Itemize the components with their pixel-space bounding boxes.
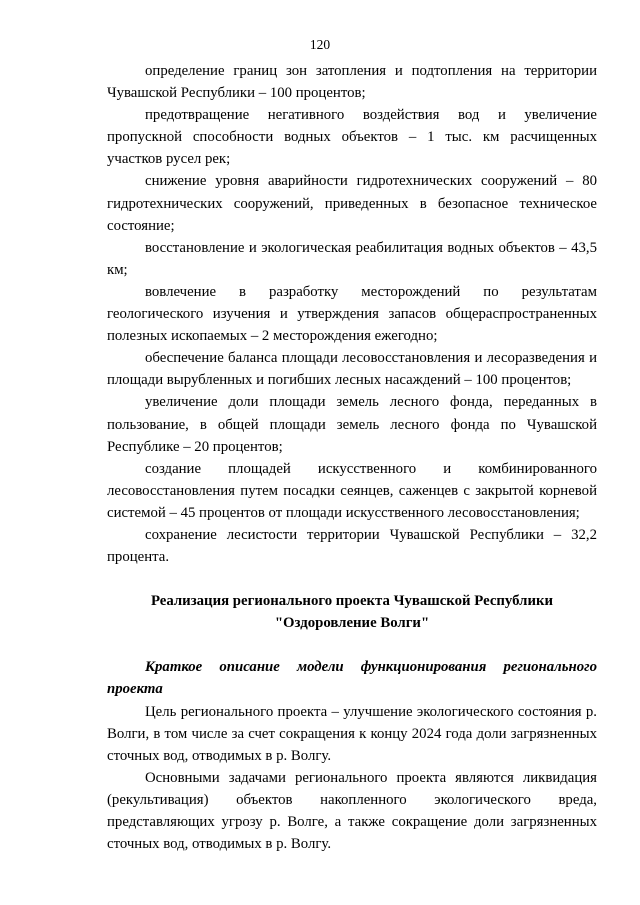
list-item: создание площадей искусственного и комбинированного лесовосстановления путем посадки сеянцев, саженцев с закрытой корневой системой – 45 процентов от площади искусственного лесовосстановления;	[107, 460, 597, 521]
subsection-heading: Краткое описание модели функционирования регионального проекта	[107, 659, 597, 698]
page-content	[107, 60, 597, 855]
list-item: увеличение доли площади земель лесного фонда, переданных в пользование, в общей площади земель лесного фонда по Чувашской Республике – 20 процентов;	[107, 394, 597, 455]
page-number: 120	[309, 37, 331, 52]
list-item: обеспечение баланса площади лесовосстановления и лесоразведения и площади вырубленных и погибших лесных насаждений – 100 процентов;	[107, 350, 597, 389]
list-item: вовлечение в разработку месторождений по результатам геологического изучения и утверждения запасов общераспространенных полезных ископаемых – 2 месторождения ежегодно;	[107, 283, 597, 345]
list-item: сохранение лесистости территории Чувашской Республики – 32,2 процента.	[107, 526, 597, 566]
list-item: восстановление и экологическая реабилитация водных объектов – 43,5 км;	[107, 239, 597, 278]
section-heading-line-1: Реализация регионального проекта Чувашской Республики	[150, 593, 554, 610]
list-item: определение границ зон затопления и подтопления на территории Чувашской Республики – 100 процентов;	[107, 63, 597, 102]
list-item: предотвращение негативного воздействия вод и увеличение пропускной способности водных объектов – 1 тыс. км расчищенных участков русел рек;	[107, 107, 597, 168]
section-heading	[107, 568, 597, 634]
body-paragraph: Цель регионального проекта – улучшение экологического состояния р. Волги, в том числе за счет сокращения к концу 2024 года доли загрязненных сточных вод, отводимых в р. Волгу.	[107, 703, 597, 764]
list-item: снижение уровня аварийности гидротехнических сооружений – 80 гидротехнических сооружений, приведенных в безопасное техническое состояние;	[107, 173, 597, 234]
section-heading-line-2: "Оздоровление Волги"	[274, 615, 430, 632]
body-paragraph: Основными задачами регионального проекта являются ликвидация (рекультивация) объектов накопленного экологического вреда, представляющих угрозу р. Волге, а также сокращение доли загрязненных сточных вод, отводимых в р. Волгу.	[107, 769, 597, 853]
